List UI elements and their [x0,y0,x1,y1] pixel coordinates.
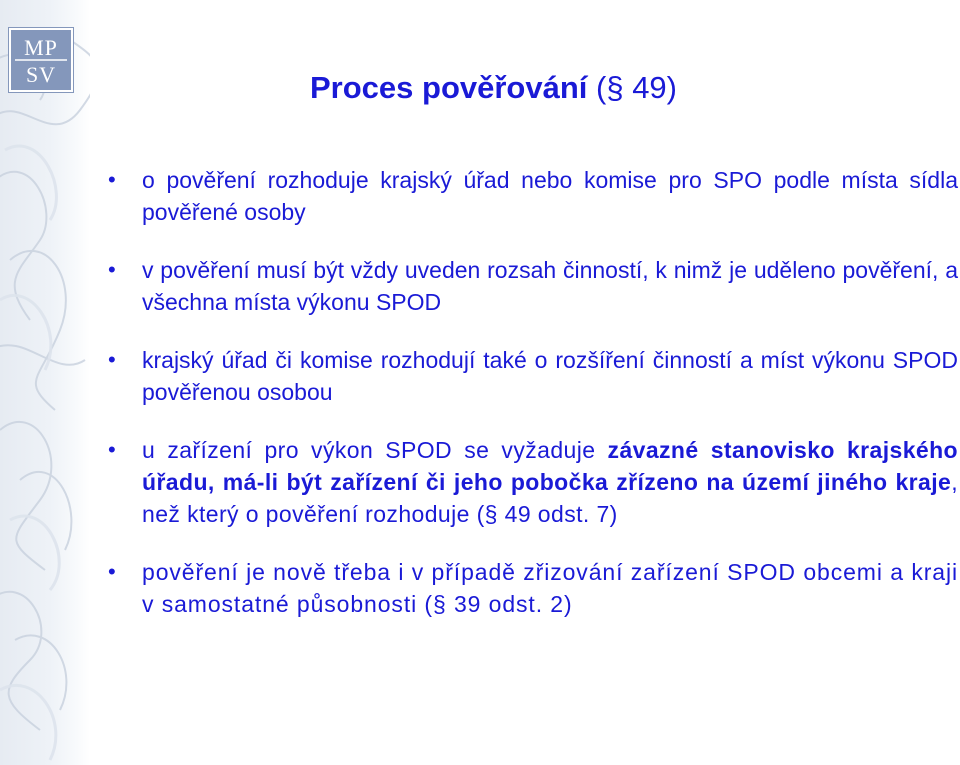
mpsv-logo [9,28,73,92]
bullet-dot-icon: • [108,167,116,192]
bullet-item-1 [108,164,958,228]
bullet-item-5 [108,556,958,620]
bullet-text-bold: závazné stanovisko krajského úřadu, má-li být zařízení či jeho pobočka zřízeno na území jiného kraje [142,437,958,495]
logo-line2: SV [25,62,57,87]
bullet-dot-icon: • [108,257,116,282]
bullet-text: v pověření musí být vždy uveden rozsah činností, k nimž je uděleno pověření, a všechna místa výkonu SPOD [142,257,958,315]
bullet-dot-icon: • [108,347,116,372]
bullet-dot-icon: • [108,437,117,462]
bullet-text-part1: u zařízení pro výkon SPOD se vyžaduje [142,437,608,463]
bullet-text: o pověření rozhoduje krajský úřad nebo komise pro SPO podle místa sídla pověřené osoby [142,167,958,225]
bullet-dot-icon: • [108,559,117,584]
title-section-ref: (§ 49) [587,70,678,105]
ribbon-pattern-graphic [0,0,90,765]
bullet-item-4 [108,434,958,530]
bullet-item-3 [108,344,958,408]
bullet-list [108,164,958,646]
bullet-text: pověření je nově třeba i v případě zřizování zařízení SPOD obcemi a kraji v samostatné působnosti (§ 39 odst. 2) [142,559,958,617]
decorative-sidebar [0,0,90,765]
title-main: Proces pověřování [310,70,588,105]
bullet-text-part2: , než který o pověření rozhoduje (§ 49 odst. 7) [142,469,958,527]
logo-line1: MP [24,35,58,60]
bullet-text: krajský úřad či komise rozhodují také o rozšíření činností a míst výkonu SPOD pověřenou osobou [142,347,958,405]
bullet-item-2 [108,254,958,318]
page-title [310,70,677,106]
